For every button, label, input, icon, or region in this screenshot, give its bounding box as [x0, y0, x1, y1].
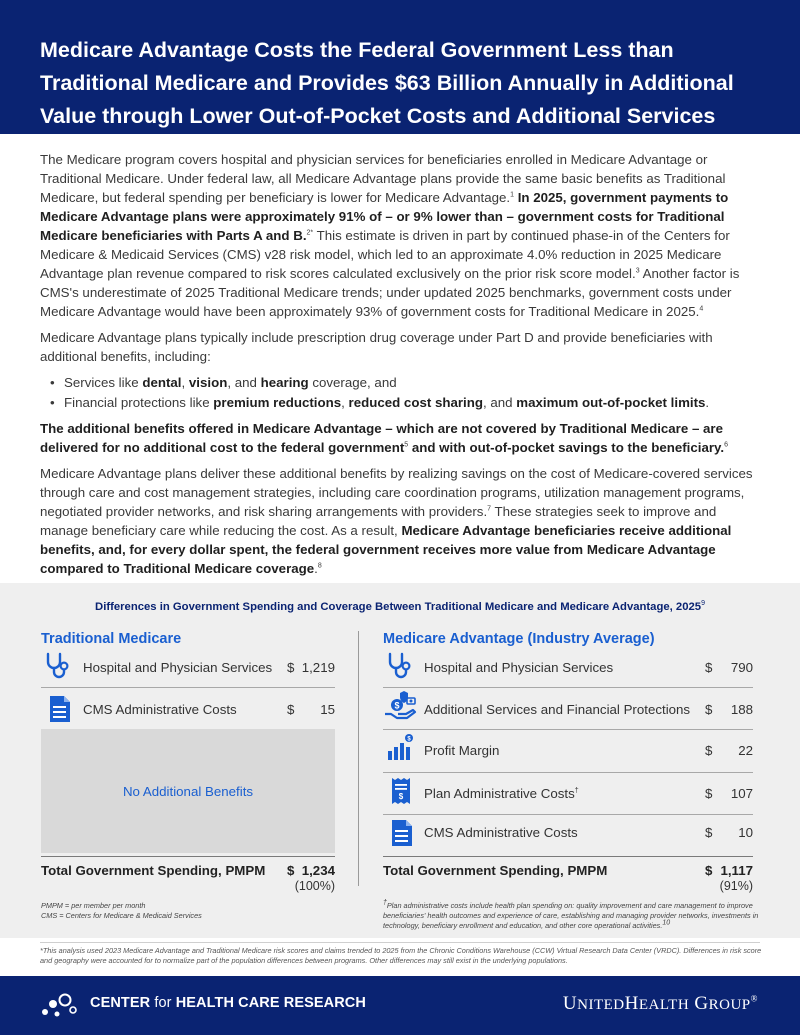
footnote-ref: 10	[662, 919, 671, 927]
b2-end: .	[705, 395, 710, 410]
row-value: 22	[738, 742, 753, 758]
footnote-ref: 8	[317, 562, 322, 570]
b1-sep: , and	[227, 375, 261, 390]
p1-bold: In 2025, government payments to Medicare Advantage plans were approximately 91% of – or 9% lower than – government costs for Traditional Medicare beneficiaries with Parts A and B.	[40, 190, 729, 243]
row-label: Hospital and Physician Services	[83, 659, 273, 675]
total-percent: (100%)	[294, 879, 335, 893]
chcr-word: CENTER	[90, 995, 155, 1011]
currency-symbol: $	[705, 785, 713, 801]
currency-symbol: $	[705, 659, 713, 675]
b1-end: coverage, and	[308, 375, 397, 390]
paragraph-4	[40, 464, 766, 578]
footnote-ref: 7	[487, 505, 492, 513]
currency-symbol: $	[705, 701, 713, 717]
row-label: CMS Administrative Costs	[424, 824, 578, 840]
table-row	[0, 654, 358, 680]
paragraph-1	[40, 150, 766, 321]
table-row	[358, 737, 800, 763]
b1-text: Services like	[64, 375, 143, 390]
row-value: 188	[730, 701, 753, 717]
table-row	[358, 654, 800, 680]
p4-end: .	[314, 561, 318, 576]
total-value: 1,117	[720, 863, 753, 878]
row-label: Additional Services and Financial Protections	[424, 701, 691, 717]
methodology-footnote: *This analysis used 2023 Medicare Advantage and Traditional Medicare risk scores and claims trended to 2025 from the Chronic Conditions Warehouse (CCW) Virtual Research Data Center (VRDC). Differences in risk score and geography were accounted for to normalize part of the population differences between programs. Other differences may still exist in the underlying populations.	[40, 946, 762, 965]
chcr-word: for	[154, 995, 172, 1011]
registered-mark: ®	[750, 993, 758, 1004]
uhg-letter: G	[694, 993, 709, 1014]
intro-text	[40, 150, 766, 585]
p1-text-c: Another factor is CMS's underestimate of 2025 Traditional Medicare trends; under updated 2025 benchmarks, government costs under Medicare Advantage would have been approximately 93% of government costs for Traditional Medicare in 2025.	[40, 266, 740, 319]
currency-symbol: $	[705, 824, 713, 840]
table-row	[0, 696, 358, 722]
uhg-letters: EALTH	[638, 997, 690, 1013]
p4-text-b: These strategies seek to improve and manage beneficiary care while reducing the cost. As a result,	[40, 504, 717, 538]
benefits-list	[48, 373, 766, 412]
plan-admin-note-text: Plan administrative costs include health plan spending on: quality improvement and care management to improve beneficiaries' health outcomes and experience of care, establishing and managing provider networks, investments in technology, beneficiary enrollment and education, and other core operational activities.	[383, 901, 759, 930]
row-value: 10	[738, 824, 753, 840]
footnote-ref: 5	[404, 441, 409, 449]
footnote-ref: 1	[510, 191, 514, 199]
traditional-heading: Traditional Medicare	[41, 631, 182, 647]
table-row	[358, 696, 800, 722]
divider	[40, 942, 760, 943]
abbreviation-notes	[41, 901, 341, 921]
paragraph-2: Medicare Advantage plans typically include prescription drug coverage under Part D and provide beneficiaries with additional benefits, including:	[40, 330, 713, 364]
row-label	[424, 786, 579, 801]
chcr-logo-icon	[40, 992, 80, 1020]
total-label: Total Government Spending, PMPM	[383, 863, 608, 878]
b2-cost: reduced cost sharing	[348, 395, 483, 410]
footnote-ref: 2*	[306, 229, 314, 237]
footnote-ref: †	[383, 899, 387, 907]
row-value: 107	[730, 785, 753, 801]
table-row	[358, 819, 800, 845]
footnote-ref: 4	[699, 305, 704, 313]
currency-symbol: $	[705, 863, 713, 878]
p4-text-a: Medicare Advantage plans deliver these additional benefits by realizing savings on the cost of Medicare-covered services through care and cost management strategies, including care coordination programs, utilization management programs, negotiated provider networks, and risk sharing arrangements with providers.	[40, 466, 753, 519]
footnote-ref: 9	[701, 600, 705, 608]
total-label: Total Government Spending, PMPM	[41, 863, 266, 878]
paragraph-3	[40, 419, 766, 457]
comparison-panel	[0, 583, 800, 938]
svg-text:$: $	[398, 792, 404, 801]
row-label-text: Plan Administrative Costs	[424, 785, 575, 801]
b1-dental: dental	[142, 375, 182, 390]
currency-symbol: $	[287, 863, 295, 878]
b1-hearing: hearing	[260, 375, 309, 390]
no-additional-benefits: No Additional Benefits	[41, 729, 335, 853]
table-row	[358, 780, 800, 806]
b2-sep: ,	[341, 395, 349, 410]
divider	[383, 772, 753, 773]
list-item	[48, 393, 766, 412]
b2-sep: , and	[483, 395, 517, 410]
b2-premium: premium reductions	[213, 395, 342, 410]
row-value: 790	[730, 659, 753, 675]
currency-symbol: $	[287, 659, 295, 675]
row-label: Hospital and Physician Services	[424, 659, 614, 675]
footnote-ref: †	[574, 787, 579, 795]
divider	[383, 814, 753, 815]
uhg-letter: H	[624, 993, 639, 1014]
advantage-heading: Medicare Advantage (Industry Average)	[383, 631, 655, 647]
row-label: Profit Margin	[424, 742, 500, 758]
total-value: 1,234	[301, 863, 335, 878]
footer-bar	[0, 976, 800, 1035]
currency-symbol: $	[705, 742, 713, 758]
svg-text:$: $	[394, 700, 400, 711]
page-title: Medicare Advantage Costs the Federal Government Less than Traditional Medicare and Provides $63 Billion Annually in Additional Value through Lower Out-of-Pocket Costs and Additional Services	[40, 38, 734, 128]
p1-text-b: This estimate is driven in part by continued phase-in of the Centers for Medicare & Medicaid Services (CMS) v28 risk model, which led to an approximate 4.0% reduction in 2025 Medicare Advantage plan revenue compared to risk scores calculated exclusively on the prior risk score model.	[40, 228, 730, 281]
divider	[383, 856, 753, 857]
divider	[41, 687, 335, 688]
row-label: CMS Administrative Costs	[83, 701, 237, 717]
divider	[383, 687, 753, 688]
chcr-word: HEALTH CARE RESEARCH	[171, 995, 366, 1011]
b1-vision: vision	[188, 375, 228, 390]
footnote-ref: 6	[724, 441, 729, 449]
chcr-wordmark	[90, 995, 366, 1011]
p4-bold: Medicare Advantage beneficiaries receive additional benefits, and, for every dollar spent, the federal government receives more value from Medicare Advantage compared to Traditional Medicare coverage	[40, 523, 732, 576]
uhg-letter: U	[562, 993, 578, 1014]
total-percent: (91%)	[719, 879, 753, 893]
p3-bold-b: and with out-of-pocket savings to the beneficiary.	[408, 440, 725, 455]
b1-sep: ,	[181, 375, 189, 390]
p1-text-a: The Medicare program covers hospital and physician services for beneficiaries enrolled in Medicare Advantage or Traditional Medicare. Under federal law, all Medicare Advantage plans provide the same basic benefits as Traditional Medicare, but federal spending per beneficiary is lower for Medicare Advantage.	[40, 152, 726, 205]
comparison-title-text: Differences in Government Spending and Coverage Between Traditional Medicare and Medicare Advantage, 2025	[95, 601, 702, 613]
row-value: 1,219	[301, 659, 335, 675]
plan-admin-note	[383, 901, 775, 931]
uhg-letters: ROUP	[708, 997, 751, 1013]
divider	[41, 856, 335, 857]
currency-symbol: $	[287, 701, 295, 717]
b2-max: maximum out-of-pocket limits	[516, 395, 706, 410]
divider	[383, 729, 753, 730]
title-banner	[0, 0, 800, 134]
svg-text:$: $	[407, 736, 411, 743]
cms-note: CMS = Centers for Medicare & Medicaid Services	[41, 911, 202, 920]
list-item	[48, 373, 766, 392]
footnote-ref: 3	[635, 267, 640, 275]
b2-text: Financial protections like	[64, 395, 214, 410]
pmpm-note: PMPM = per member per month	[41, 901, 146, 910]
row-value: 15	[320, 701, 335, 717]
uhg-wordmark	[563, 993, 758, 1015]
uhg-letters: NITED	[577, 997, 625, 1013]
comparison-title	[0, 601, 800, 613]
p3-bold-a: The additional benefits offered in Medicare Advantage – which are not covered by Traditional Medicare – are delivered for no additional cost to the federal government	[40, 421, 723, 455]
